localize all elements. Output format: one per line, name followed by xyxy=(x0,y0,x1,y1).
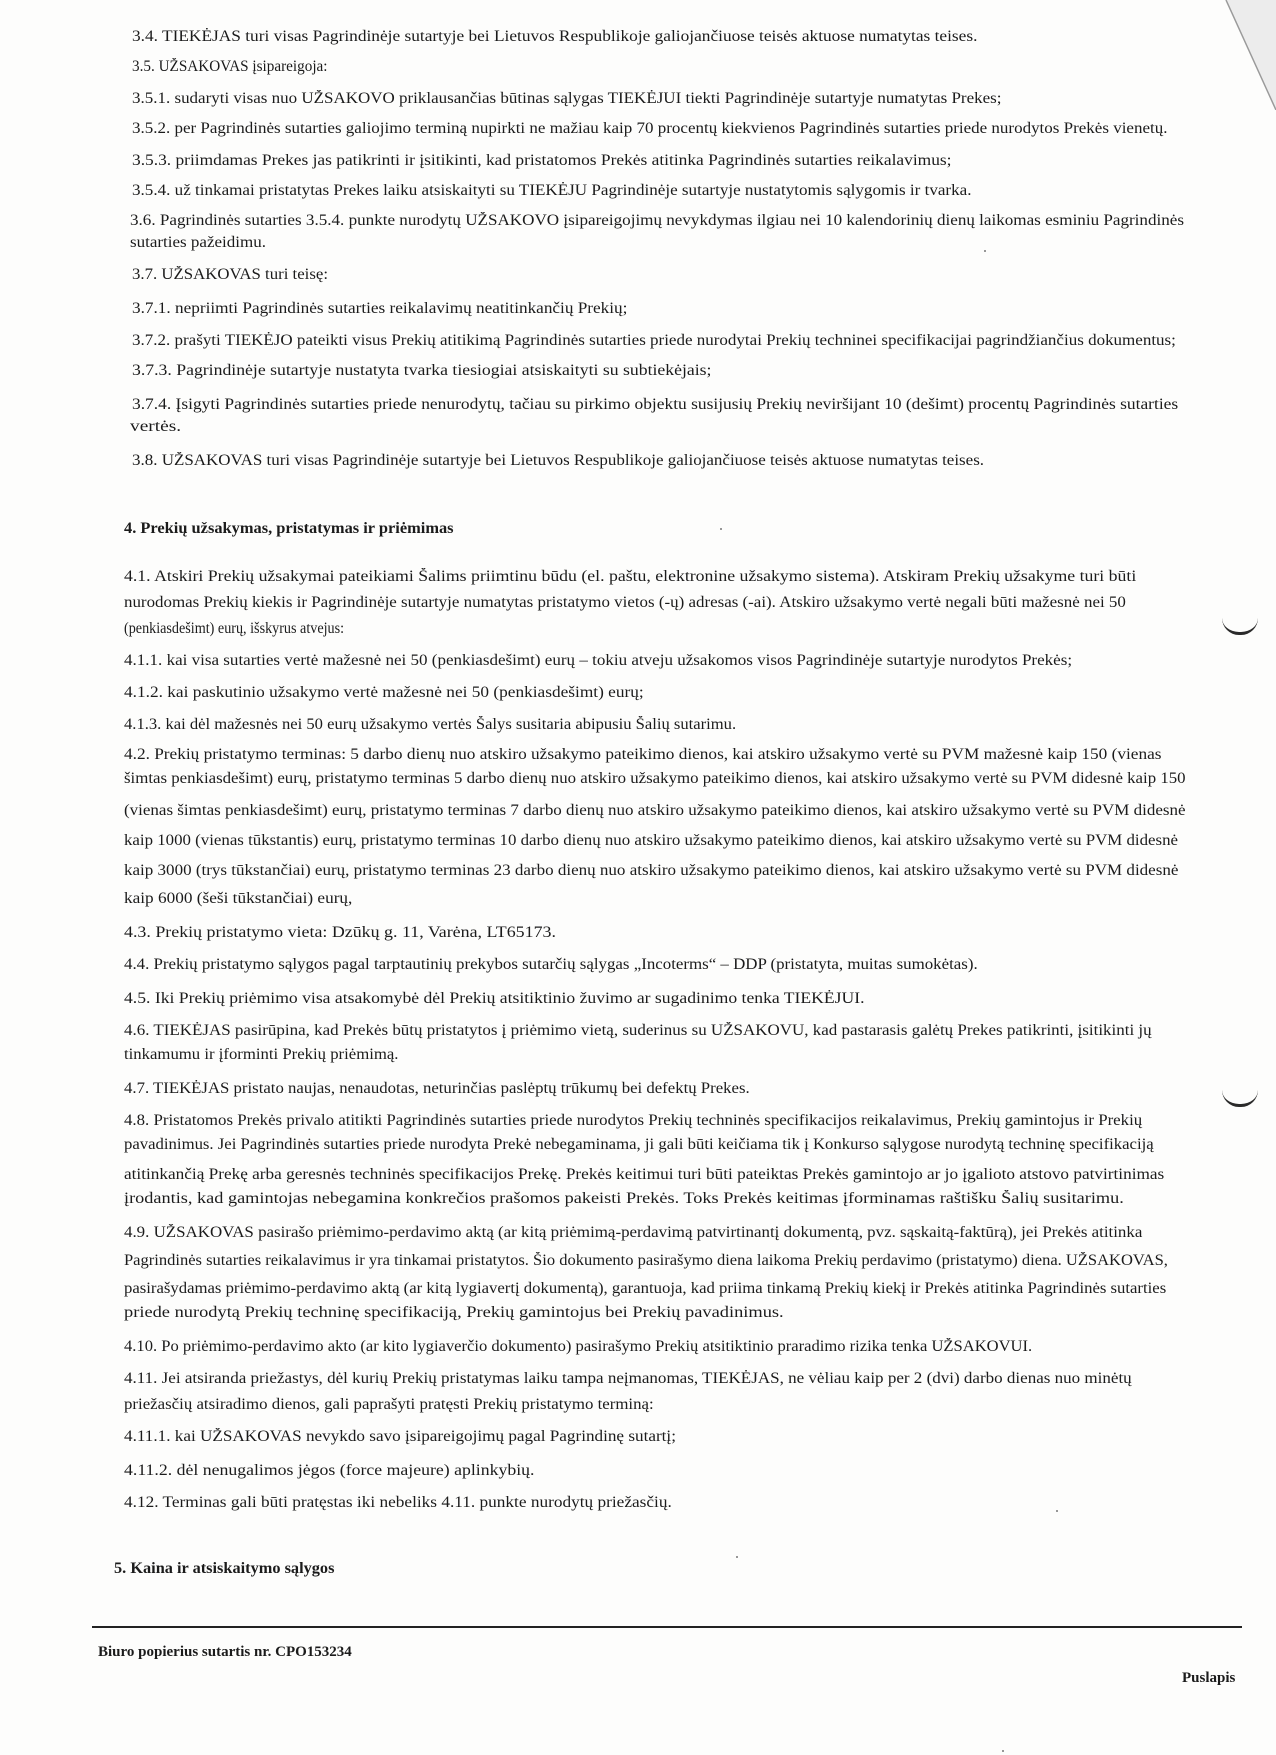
scan-speck xyxy=(736,1556,738,1558)
scan-speck xyxy=(1056,1510,1058,1512)
text-line: 4.1. Atskiri Prekių užsakymai pateikiami Šalims priimtinu būdu (el. paštu, elektronine užsakymo sistema). Atskiram Prekių užsakyme turi būti xyxy=(124,568,1137,585)
text-line: 3.6. Pagrindinės sutarties 3.5.4. punkte nurodytų UŽSAKOVO įsipareigojimų nevykdymas ilgiau nei 10 kalendorinių dienų laikomas esminiu Pagrindinės xyxy=(130,212,1184,229)
text-line: 4.8. Pristatomos Prekės privalo atitikti Pagrindinės sutarties priede nurodytos Prekių techninės specifikacijos reikalavimus, Prekių gamintojus ir Prekių xyxy=(124,1112,1143,1129)
text-line: 4.11. Jei atsiranda priežastys, dėl kurių Prekių pristatymas laiku tampa neįmanomas, TIEKĖJAS, ne vėliau kaip per 2 (dvi) darbo dienas nuo minėtų xyxy=(124,1370,1132,1387)
text-line: 3.5.2. per Pagrindinės sutarties galiojimo terminą nupirkti ne mažiau kaip 70 procentų kiekvienos Pagrindinės sutarties priede nurodytos Prekės vienetų. xyxy=(132,120,1168,137)
text-line: 4.4. Prekių pristatymo sąlygos pagal tarptautinių prekybos sutarčių sąlygas „Incoterms“ – DDP (pristatyta, muitas sumokėtas). xyxy=(124,956,978,973)
footer-contract-number: Biuro popierius sutartis nr. CPO153234 xyxy=(98,1644,352,1660)
text-line: 4.2. Prekių pristatymo terminas: 5 darbo dienų nuo atskiro užsakymo pateikimo dienos, kai atskiro užsakymo vertė su PVM mažesnė kaip 150 (vienas xyxy=(124,746,1162,763)
text-line: 3.8. UŽSAKOVAS turi visas Pagrindinėje sutartyje bei Lietuvos Respublikoje galiojančiuose teisės aktuose numatytas teises. xyxy=(132,452,985,469)
text-line: priežasčių atsiradimo dienos, gali paprašyti pratęsti Prekių pristatymo terminą: xyxy=(124,1396,654,1413)
text-line: šimtas penkiasdešimt) eurų, pristatymo terminas 5 darbo dienų nuo atskiro užsakymo pateikimo dienos, kai atskiro užsakymo vertė su PVM didesnė kaip 150 xyxy=(124,770,1186,787)
text-line: (penkiasdešimt) eurų, išskyrus atvejus: xyxy=(124,620,345,637)
text-line: 4.7. TIEKĖJAS pristato naujas, nenaudotas, neturinčias paslėptų trūkumų bei defektų Prekes. xyxy=(124,1080,750,1097)
scan-speck xyxy=(1002,1750,1004,1752)
text-line: 3.4. TIEKĖJAS turi visas Pagrindinėje sutartyje bei Lietuvos Respublikoje galiojančiuose teisės aktuose numatytas teises. xyxy=(132,28,978,45)
text-line: kaip 1000 (vienas tūkstantis) eurų, pristatymo terminas 10 darbo dienų nuo atskiro užsakymo pateikimo dienos, kai atskiro užsakymo vertė su PVM didesnė xyxy=(124,832,1178,849)
text-line: nurodomas Prekių kiekis ir Pagrindinėje sutartyje numatytas pristatymo vietos (-ų) adresas (-ai). Atskiro užsakymo vertė negali būti mažesnė nei 50 xyxy=(124,594,1126,611)
punch-hole-bottom xyxy=(1222,1090,1258,1107)
text-line: pavadinimus. Jei Pagrindinės sutarties priede nurodyta Prekė nebegaminama, ji gali būti keičiama tik į Konkurso sąlygose nurodytą techninę specifikaciją xyxy=(124,1136,1154,1153)
text-line: kaip 6000 (šeši tūkstančiai) eurų, xyxy=(124,890,353,907)
text-line: (vienas šimtas penkiasdešimt) eurų, pristatymo terminas 7 darbo dienų nuo atskiro užsakymo pateikimo dienos, kai atskiro užsakymo vertė su PVM didesnė xyxy=(124,802,1186,819)
text-line: 4.6. TIEKĖJAS pasirūpina, kad Prekės būtų pristatytos į priėmimo vietą, suderinus su UŽSAKOVU, kad pastarasis galėtų Prekes patikrinti, įsitikinti jų xyxy=(124,1022,1152,1039)
text-line: Pagrindinės sutarties reikalavimus ir yra tinkamai pristatytos. Šio dokumento pasirašymo diena laikoma Prekių perdavimo (pristatymo) diena. UŽSAKOVAS, xyxy=(124,1252,1168,1269)
text-line: 4.1.3. kai dėl mažesnės nei 50 eurų užsakymo vertės Šalys susitaria abipusiu Šalių sutarimu. xyxy=(124,716,737,733)
section-heading: 5. Kaina ir atsiskaitymo sąlygos xyxy=(114,1560,335,1577)
section-heading: 4. Prekių užsakymas, pristatymas ir priėmimas xyxy=(124,520,454,537)
text-line: kaip 3000 (trys tūkstančiai) eurų, pristatymo terminas 23 darbo dienų nuo atskiro užsakymo pateikimo dienos, kai atskiro užsakymo vertė su PVM didesnė xyxy=(124,862,1179,879)
scan-corner-shadow xyxy=(1206,0,1276,110)
text-line: 3.7.2. prašyti TIEKĖJO pateikti visus Prekių atitikimą Pagrindinės sutarties priede nurodytai Prekių techninei specifikacijai pagrindžiančius dokumentus; xyxy=(132,332,1176,349)
text-line: 4.1.1. kai visa sutarties vertė mažesnė nei 50 (penkiasdešimt) eurų – tokiu atveju užsakomos visos Pagrindinėje sutartyje nurodytos Prekės; xyxy=(124,652,1073,669)
text-line: pasirašydamas priėmimo-perdavimo aktą (ar kitą lygiavertį dokumentą), garantuoja, kad priima tinkamą Prekių kiekį ir Prekės atitinka Pagrindinės sutarties xyxy=(124,1280,1167,1297)
text-line: 3.7.3. Pagrindinėje sutartyje nustatyta tvarka tiesiogiai atsiskaityti su subtiekėjais; xyxy=(132,362,712,379)
text-line: 4.9. UŽSAKOVAS pasirašo priėmimo-perdavimo aktą (ar kitą priėmimą-perdavimą patvirtinantį dokumentą, pvz. sąskaitą-faktūrą), jei Prekės atitinka xyxy=(124,1224,1143,1241)
scan-speck xyxy=(984,250,986,252)
text-line: 4.11.1. kai UŽSAKOVAS nevykdo savo įsipareigojimų pagal Pagrindinę sutartį; xyxy=(124,1428,676,1445)
text-line: priede nurodytą Prekių techninę specifikaciją, Prekių gamintojus bei Prekių pavadinimus. xyxy=(124,1304,784,1321)
text-line: 3.5. UŽSAKOVAS įsipareigoja: xyxy=(132,58,328,75)
text-line: 4.12. Terminas gali būti pratęstas iki nebeliks 4.11. punkte nurodytų priežasčių. xyxy=(124,1494,672,1511)
text-line: 3.5.4. už tinkamai pristatytas Prekes laiku atsiskaityti su TIEKĖJU Pagrindinėje sutartyje nustatytomis sąlygomis ir tvarka. xyxy=(132,182,972,199)
text-line: 4.5. Iki Prekių priėmimo visa atsakomybė dėl Prekių atsitiktinio žuvimo ar sugadinimo tenka TIEKĖJUI. xyxy=(124,990,865,1007)
footer-divider xyxy=(92,1626,1242,1628)
text-line: 4.11.2. dėl nenugalimos jėgos (force majeure) aplinkybių. xyxy=(124,1462,535,1479)
text-line: sutarties pažeidimu. xyxy=(130,234,266,251)
text-line: vertės. xyxy=(130,418,182,435)
text-line: įrodantis, kad gamintojas nebegamina konkrečios prašomos pakeisti Prekės. Toks Prekės keitimas įforminamas raštišku Šalių susitarimu. xyxy=(124,1190,1124,1207)
punch-hole-top xyxy=(1222,618,1258,635)
text-line: 3.7.1. nepriimti Pagrindinės sutarties reikalavimų neatitinkančių Prekių; xyxy=(132,300,628,317)
scan-speck xyxy=(720,528,722,530)
text-line: 3.7.4. Įsigyti Pagrindinės sutarties priede nenurodytų, tačiau su pirkimo objektu susijusių Prekių neviršijant 10 (dešimt) procentų Pagrindinės sutarties xyxy=(132,396,1179,413)
text-line: 3.5.1. sudaryti visas nuo UŽSAKOVO priklausančias būtinas sąlygas TIEKĖJUI tiekti Pagrindinėje sutartyje numatytas Prekes; xyxy=(132,90,1002,107)
text-line: atitinkančią Prekę arba geresnės techninės specifikacijos Prekę. Prekės keitimui turi būti pateiktas Prekės gamintojo ar jo įgalioto atstovo patvirtinimas xyxy=(124,1166,1165,1183)
text-line: 4.10. Po priėmimo-perdavimo akto (ar kito lygiaverčio dokumento) pasirašymo Prekių atsitiktinio praradimo rizika tenka UŽSAKOVUI. xyxy=(124,1338,1033,1355)
text-line: 4.3. Prekių pristatymo vieta: Dzūkų g. 11, Varėna, LT65173. xyxy=(124,924,556,941)
footer-page-label: Puslapis xyxy=(1182,1670,1236,1686)
text-line: tinkamumu ir įforminti Prekių priėmimą. xyxy=(124,1046,399,1063)
text-line: 3.5.3. priimdamas Prekes jas patikrinti ir įsitikinti, kad pristatomos Prekės atitinka Pagrindinės sutarties reikalavimus; xyxy=(132,152,952,169)
text-line: 3.7. UŽSAKOVAS turi teisę: xyxy=(132,266,328,283)
text-line: 4.1.2. kai paskutinio užsakymo vertė mažesnė nei 50 (penkiasdešimt) eurų; xyxy=(124,684,644,701)
